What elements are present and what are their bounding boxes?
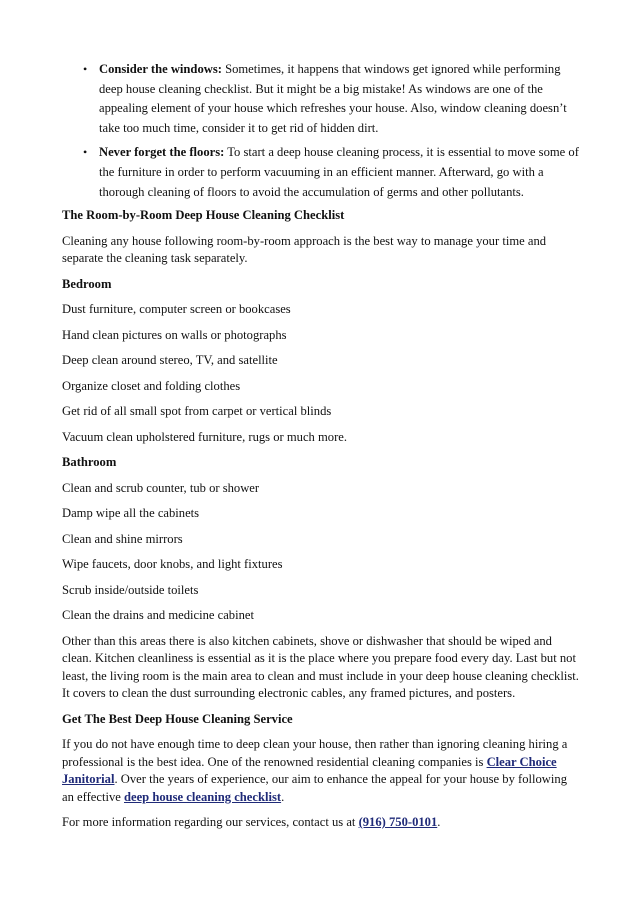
list-item <box>62 60 582 138</box>
tip-text: To start a deep house cleaning process, it is essential to move some of the furniture in order to perform vacuuming in an efficient manner. Afterward, go with a thorough cleaning of floors to avoid the accumulation of germs and other pollutants. <box>99 145 579 199</box>
tips-list <box>62 60 582 202</box>
bullet-icon: • <box>83 62 88 76</box>
list-item: Hand clean pictures on walls or photographs <box>62 327 287 342</box>
service-text: If you do not have enough time to deep clean your house, then rather than ignoring cleaning hiring a professional is the best idea. One of the renowned residential cleaning companies is <box>62 737 568 769</box>
list-item: Dust furniture, computer screen or bookcases <box>62 302 291 317</box>
contact-text: For more information regarding our services, contact us at <box>62 815 359 830</box>
phone-link[interactable]: (916) 750-0101 <box>358 815 438 830</box>
contact-paragraph <box>62 814 582 832</box>
list-item <box>62 143 582 202</box>
room-intro: Cleaning any house following room-by-room approach is the best way to manage your time and separate the cleaning task separately. <box>62 233 547 266</box>
list-item: Vacuum clean upholstered furniture, rugs or much more. <box>62 429 348 444</box>
list-item: Wipe faucets, door knobs, and light fixtures <box>62 557 283 572</box>
list-item: Deep clean around stereo, TV, and satellite <box>62 353 278 368</box>
bathroom-heading: Bathroom <box>62 455 117 470</box>
list-item: Clean the drains and medicine cabinet <box>62 608 254 623</box>
tip-title: Consider the windows: <box>99 62 222 76</box>
bedroom-heading: Bedroom <box>62 276 112 291</box>
clear-choice-janitorial-link[interactable]: Clear Choice Janitorial <box>62 754 557 787</box>
list-item: Damp wipe all the cabinets <box>62 506 200 521</box>
service-text: . Over the years of experience, our aim to enhance the appeal for your house by following an effective <box>62 772 567 804</box>
service-paragraph <box>62 736 582 806</box>
other-areas-paragraph: Other than this areas there is also kitchen cabinets, shove or dishwasher that should be wiped and clean. Kitchen cleanliness is essential as it is the place where you prepare food every day. Last but not least, the living room is the main area to clean and must include in your deep house cleaning checklist. It covers to clean the dust surrounding electronic cables, any framed pictures, and posters. <box>62 633 579 701</box>
document-page <box>62 60 582 840</box>
tip-title: Never forget the floors: <box>99 145 225 160</box>
list-item: Organize closet and folding clothes <box>62 378 241 393</box>
contact-end: . <box>437 815 441 830</box>
tip-text: Sometimes, it happens that windows get ignored while performing deep house cleaning checklist. But it might be a big mistake! As windows are one of the appealing element of your house which refreshes your house. Also, window cleaning doesn’t take too much time, consider it to get rid of hidden dirt. <box>99 62 567 135</box>
list-item: Clean and scrub counter, tub or shower <box>62 480 260 495</box>
list-item: Get rid of all small spot from carpet or vertical blinds <box>62 404 332 419</box>
checklist-link[interactable]: deep house cleaning checklist <box>124 789 282 804</box>
service-text: . <box>281 789 285 804</box>
bullet-icon: • <box>83 145 88 160</box>
list-item: Clean and shine mirrors <box>62 531 183 546</box>
list-item: Scrub inside/outside toilets <box>62 582 199 597</box>
service-heading: Get The Best Deep House Cleaning Service <box>62 711 293 726</box>
room-heading: The Room-by-Room Deep House Cleaning Checklist <box>62 208 345 223</box>
